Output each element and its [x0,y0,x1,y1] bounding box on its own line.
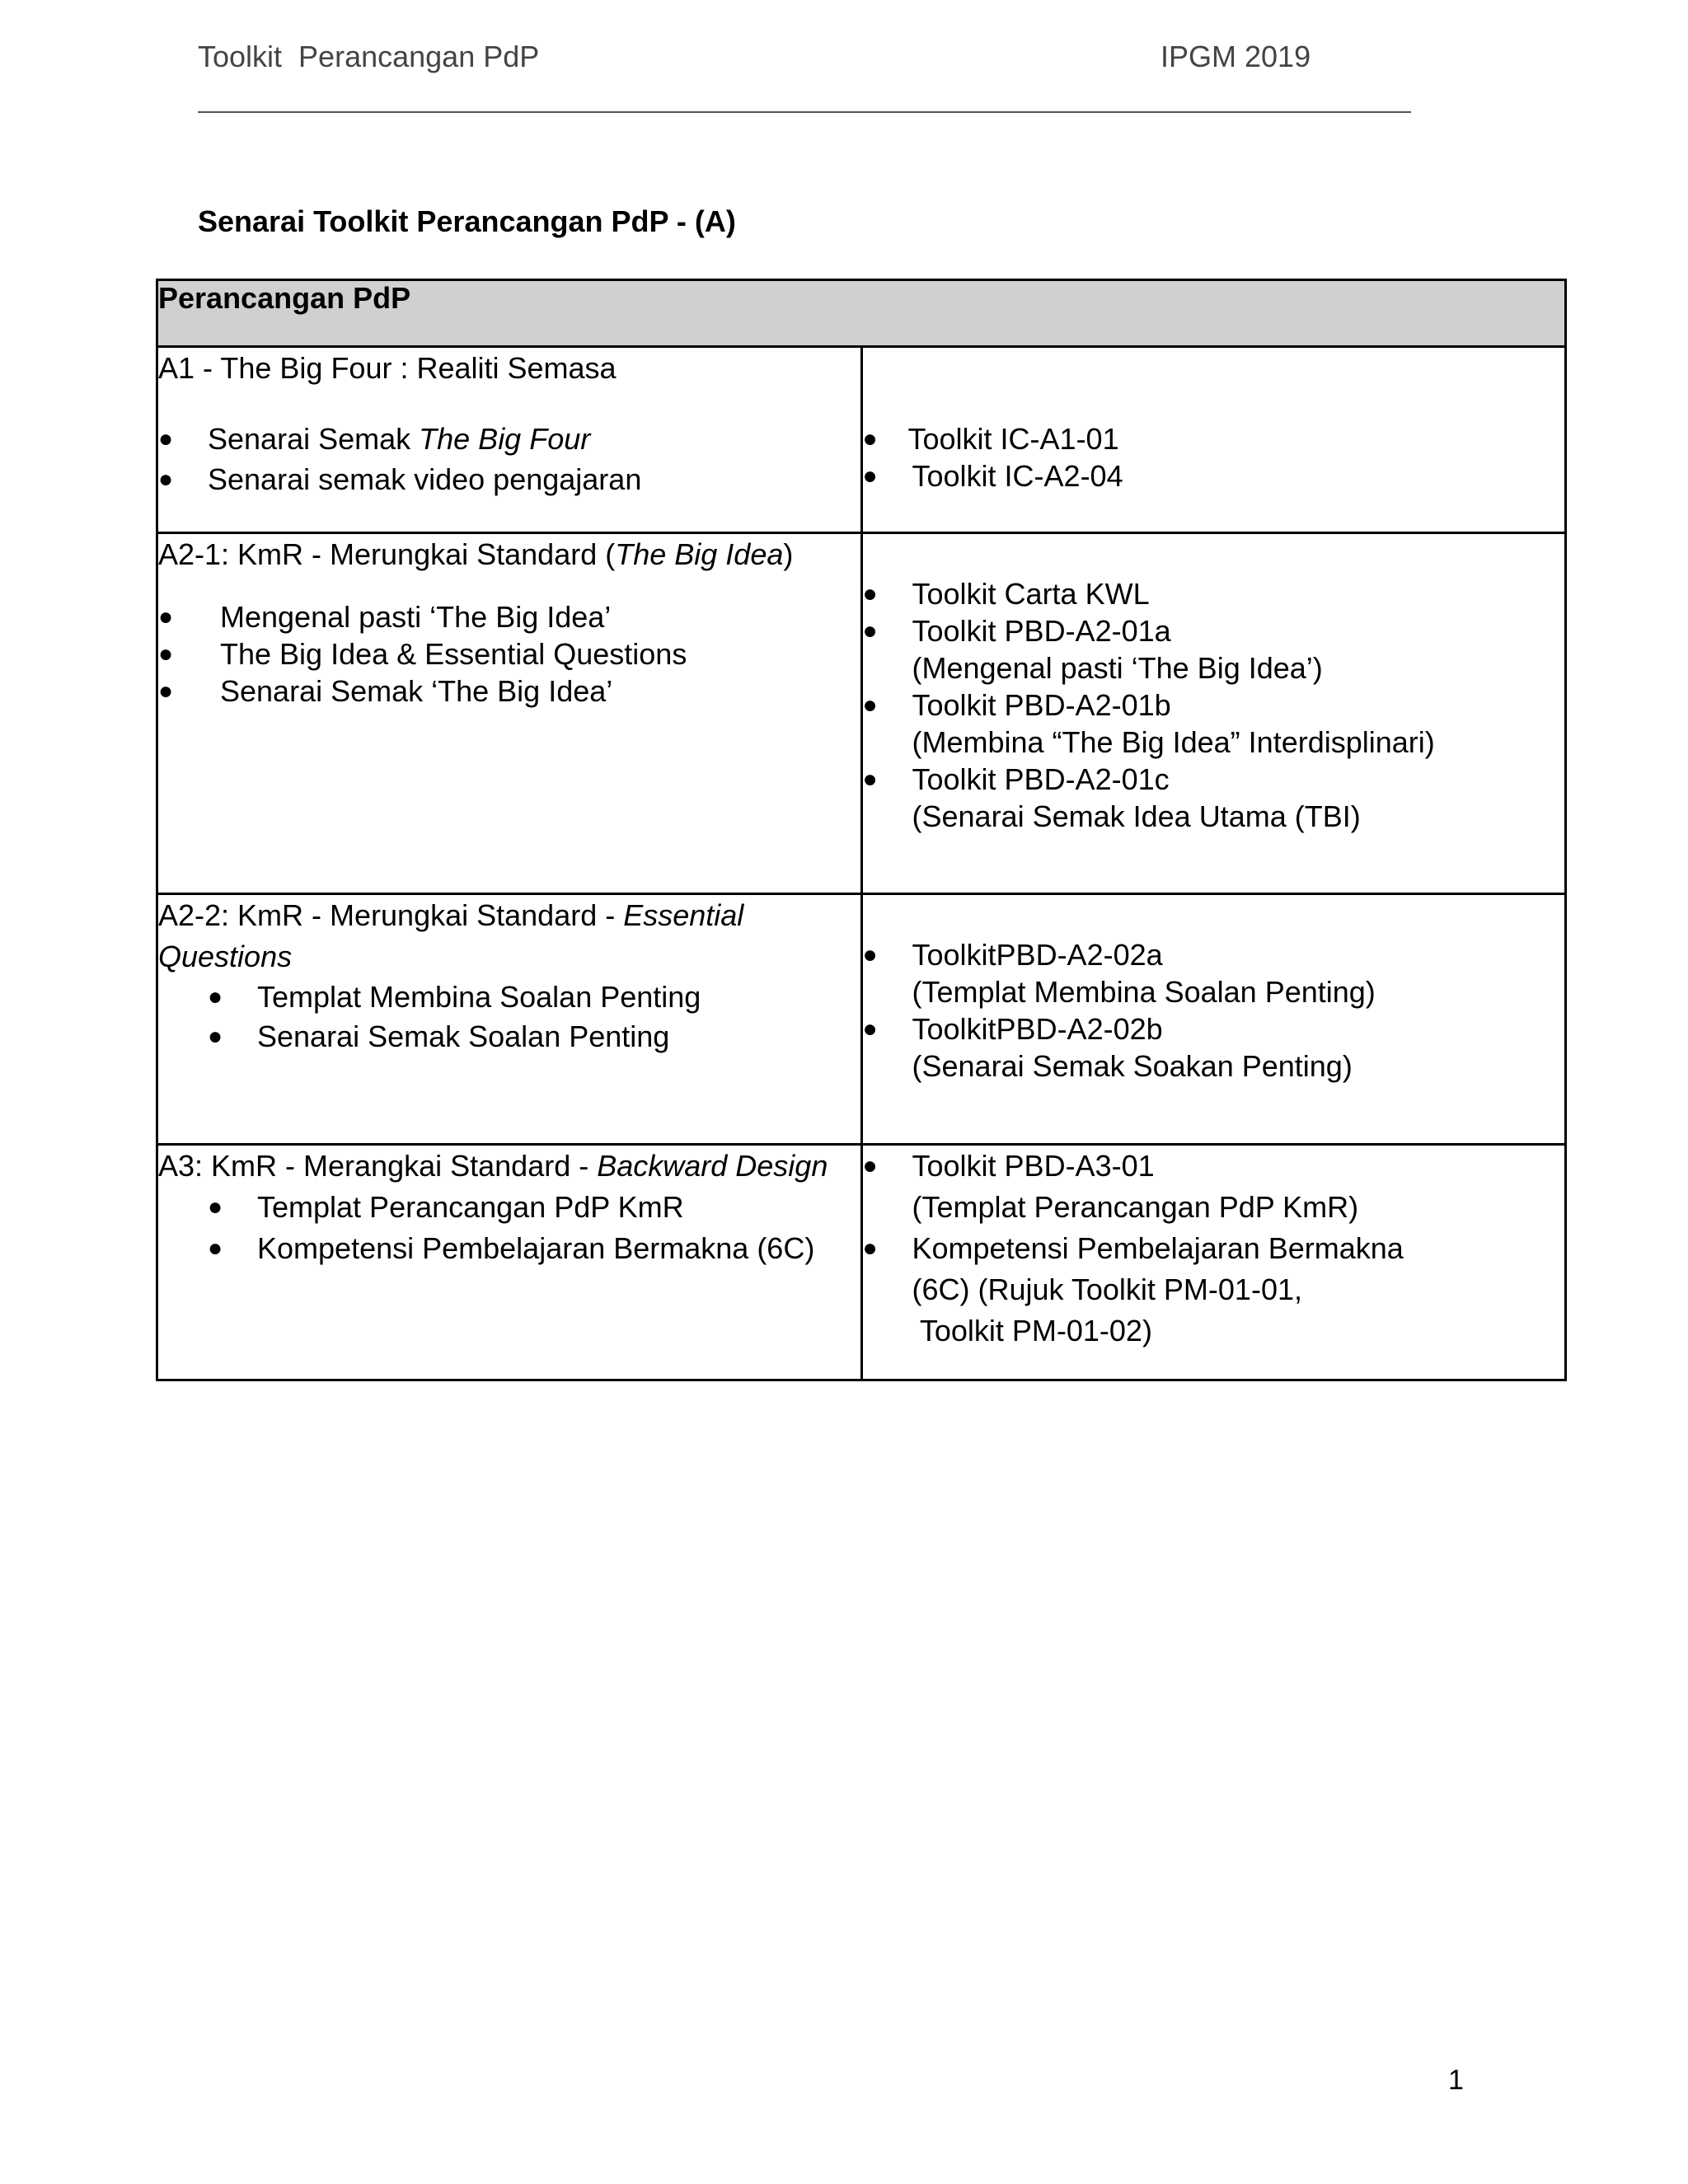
list-item: ● Toolkit IC-A1-01 [862,422,1119,456]
list-item: ● Templat Perancangan PdP KmR [208,1190,684,1224]
row-toolkit-cell [861,347,1566,533]
list-item: ● Toolkit IC-A2-04 [862,459,1123,493]
list-item: ● Toolkit PBD-A2-01c (Senarai Semak Idea Utama (TBI) [862,762,1361,833]
row-title: A2-1: KmR - Merungkai Standard (The Big Idea) [158,537,794,571]
table-row [157,894,1566,1145]
row-title: A2-2: KmR - Merungkai Standard - Essential Questions [158,898,744,973]
list-item: ● Toolkit PBD-A3-01 (Templat Perancangan PdP KmR) [862,1149,1359,1224]
list-item: ● Templat Membina Soalan Penting [208,980,701,1014]
row-description-cell [157,1145,862,1380]
table-row [157,1145,1566,1380]
list-item: ● Senarai semak video pengajaran [158,462,642,496]
header-divider [198,111,1411,113]
table-row [157,533,1566,894]
list-item: ● ToolkitPBD-A2-02a (Templat Membina Soalan Penting) [862,938,1376,1009]
list-item: ● ToolkitPBD-A2-02b (Senarai Semak Soakan Penting) [862,1012,1353,1083]
row-description-cell [157,533,862,894]
row-title: A1 - The Big Four : Realiti Semasa [158,351,617,385]
list-item: ● Senarai Semak The Big Four [158,422,591,456]
list-item: ● Toolkit PBD-A2-01b (Membina “The Big Idea” Interdisplinari) [862,688,1435,759]
document-title: Senarai Toolkit Perancangan PdP - (A) [198,204,736,238]
list-item: ● Senarai Semak ‘The Big Idea’ [158,674,613,708]
list-item: ● Senarai Semak Soalan Penting [208,1019,670,1053]
table-row [157,347,1566,533]
header-left-text: Toolkit Perancangan PdP [198,40,540,73]
table-heading: Perancangan PdP [157,280,1566,347]
row-toolkit-cell [861,1145,1566,1380]
row-toolkit-cell [861,533,1566,894]
header-right-text: IPGM 2019 [1160,40,1311,73]
page-number: 1 [1448,2064,1464,2096]
toolkit-table [156,279,1567,1381]
row-description-cell [157,347,862,533]
row-title: A3: KmR - Merangkai Standard - Backward Design [158,1149,828,1183]
list-item: ● Kompetensi Pembelajaran Bermakna (6C) (Rujuk Toolkit PM-01-01, Toolkit PM-01-02) [862,1231,1404,1347]
list-item: ● Mengenal pasti ‘The Big Idea’ [158,600,612,634]
list-item: ● Kompetensi Pembelajaran Bermakna (6C) [208,1231,815,1265]
row-toolkit-cell [861,894,1566,1145]
list-item: ● The Big Idea & Essential Questions [158,637,687,671]
table-header-row [157,280,1566,347]
list-item: ● Toolkit Carta KWL [862,577,1150,611]
list-item: ● Toolkit PBD-A2-01a (Mengenal pasti ‘The Big Idea’) [862,614,1323,685]
row-description-cell [157,894,862,1145]
